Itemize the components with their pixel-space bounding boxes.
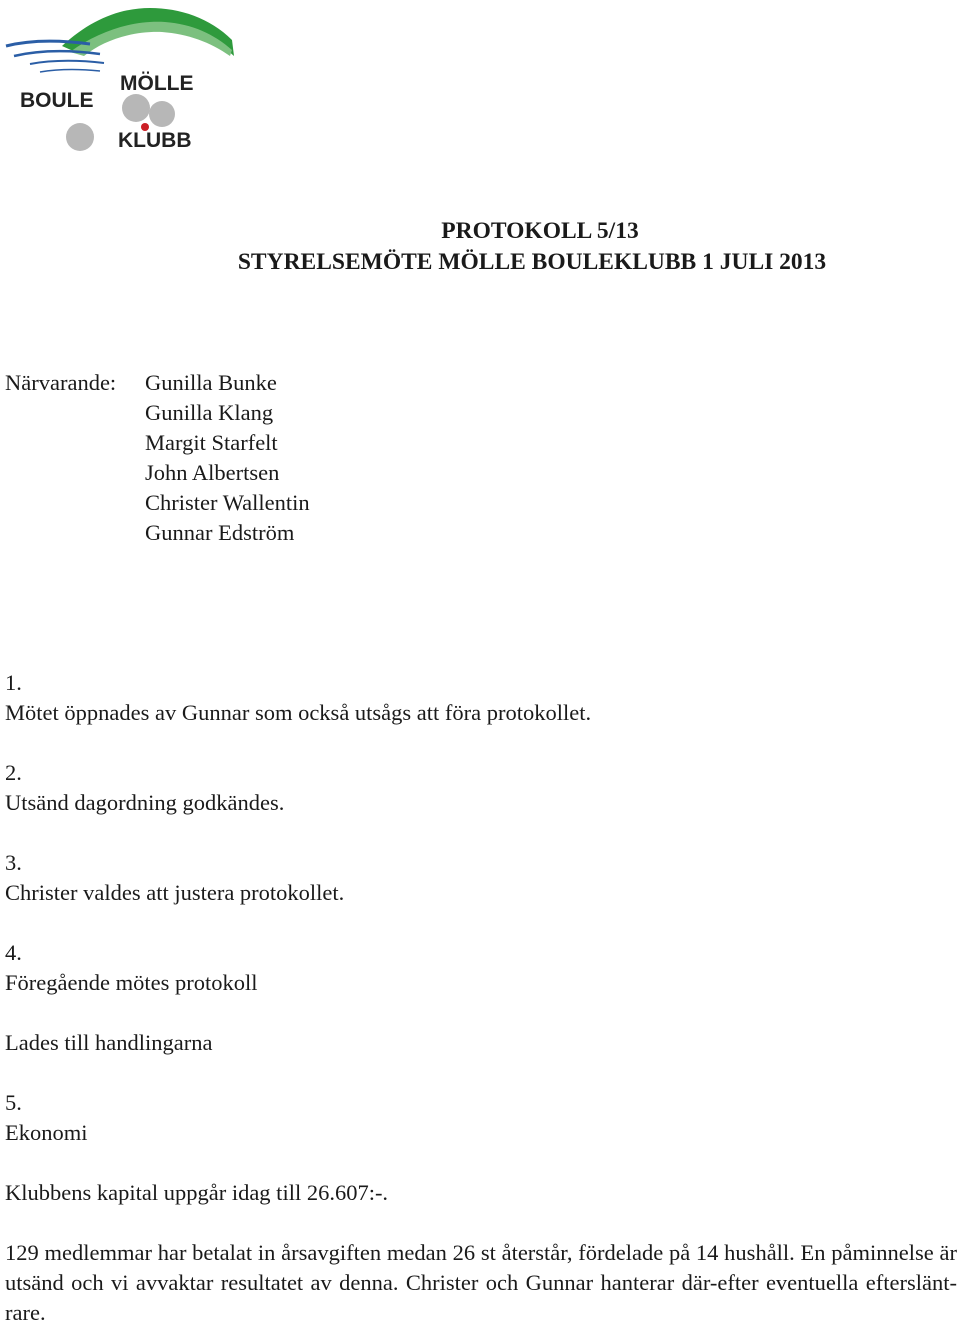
logo-water-3 xyxy=(30,61,104,64)
item-number: 1. xyxy=(5,670,22,695)
attendee-name: John Albertsen xyxy=(145,460,280,485)
item-text: Christer valdes att justera protokollet. xyxy=(5,880,345,905)
logo-word-klubb: KLUBB xyxy=(118,129,192,152)
boule-molle-klubb-logo xyxy=(0,0,250,160)
item-text: Utsänd dagordning godkändes. xyxy=(5,790,285,815)
item-note: Lades till handlingarna xyxy=(5,1030,213,1055)
logo-ball-left xyxy=(66,123,94,151)
item-number: 4. xyxy=(5,940,22,965)
attendance-list xyxy=(145,368,310,548)
logo-ball-top xyxy=(122,94,150,122)
attendee-name: Margit Starfelt xyxy=(145,430,278,455)
logo-word-molle: MÖLLE xyxy=(120,72,194,95)
logo-word-boule: BOULE xyxy=(20,89,94,112)
logo-water-2 xyxy=(14,51,100,56)
item-text: Föregående mötes protokoll xyxy=(5,970,258,995)
logo-ball-right xyxy=(149,101,175,127)
club-logo xyxy=(0,0,250,160)
item-note: Klubbens kapital uppgår idag till 26.607:-. xyxy=(5,1180,389,1205)
attendee-name: Christer Wallentin xyxy=(145,490,310,515)
item-text: Mötet öppnades av Gunnar som också utsågs att föra protokollet. xyxy=(5,700,592,725)
attendance-label: Närvarande: xyxy=(5,370,117,395)
item-number: 2. xyxy=(5,760,22,785)
item-text: Ekonomi xyxy=(5,1120,88,1145)
attendee-name: Gunilla Klang xyxy=(145,400,274,425)
body-paragraph: 129 medlemmar har betalat in årsavgiften medan 26 st återstår, fördelade på 14 hushåll. En påminnelse är utsänd och vi avvaktar resultatet av denna. Christer och Gunnar hanterar där-efter eventuella eftersläntrare. xyxy=(5,1240,957,1325)
item-number: 5. xyxy=(5,1090,22,1115)
attendee-name: Gunilla Bunke xyxy=(145,370,277,395)
item-number: 3. xyxy=(5,850,22,875)
document-subtitle: STYRELSEMÖTE MÖLLE BOULEKLUBB 1 JULI 2013 xyxy=(237,249,827,275)
document-title: PROTOKOLL 5/13 xyxy=(441,218,639,244)
attendee-name: Gunnar Edström xyxy=(145,520,295,545)
logo-water-4 xyxy=(40,70,100,72)
